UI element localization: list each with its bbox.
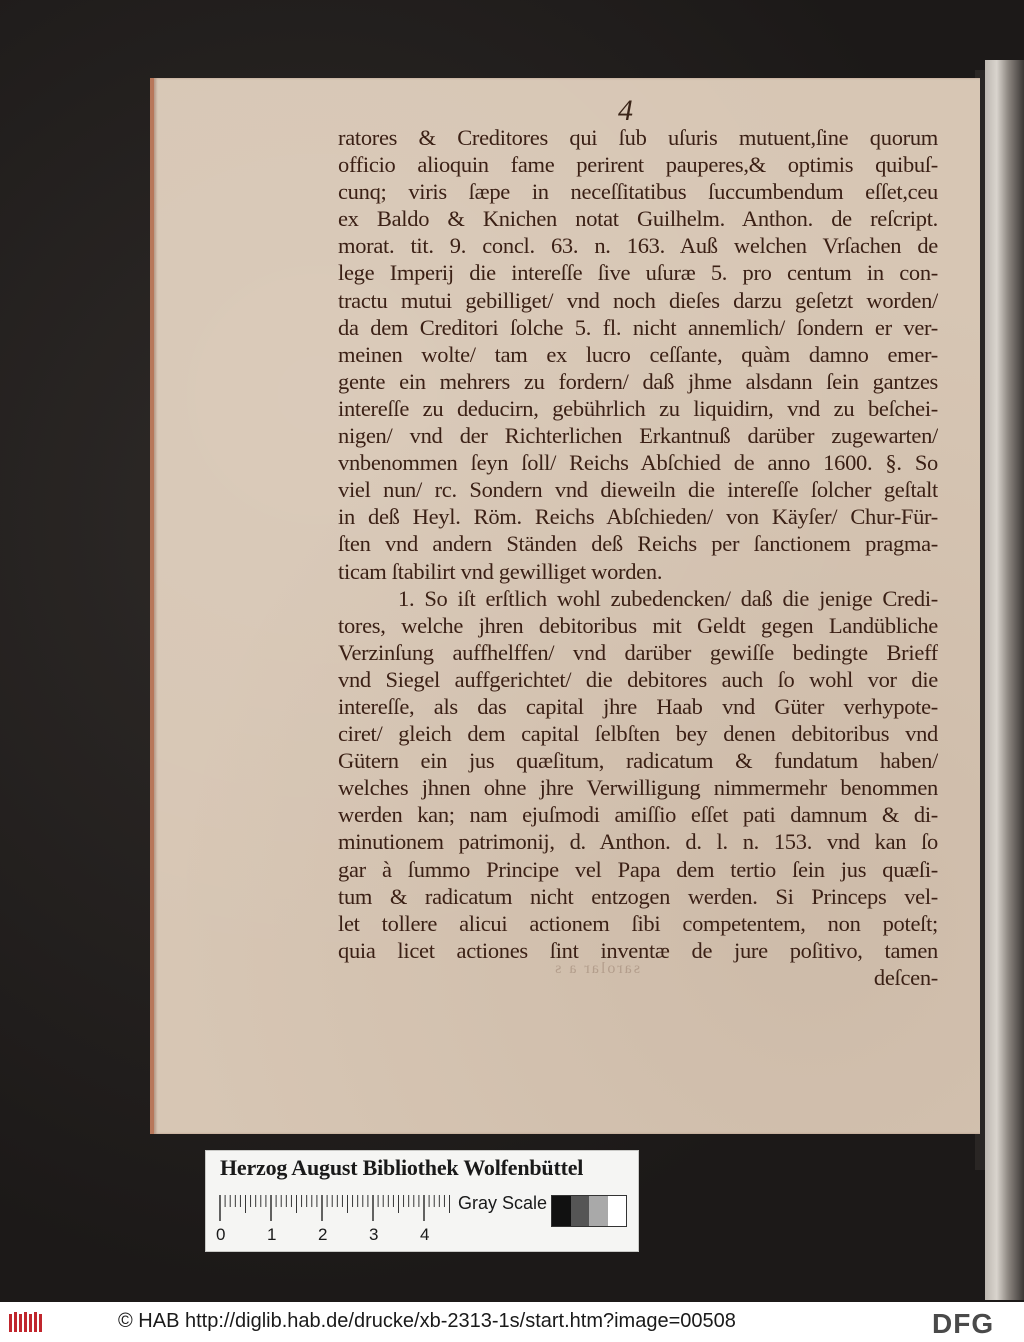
page-text: [338, 124, 938, 991]
source-link[interactable]: © HAB http://diglib.hab.de/drucke/xb-2313-1s/start.htm?image=00508: [118, 1310, 736, 1332]
text-line: ticam ſtabilirt vnd gewilliget worden.: [338, 558, 663, 584]
text-line: tores, welche jhren debitoribus mit Geldt gegen Landübliche: [338, 612, 938, 638]
text-line: deſcen-: [873, 964, 938, 990]
text-line: ex Baldo & Knichen notat Guilhelm. Anthon. de reſcript.: [338, 206, 938, 232]
ruler: [218, 1193, 456, 1223]
text-line: quia licet actiones ſint inventæ de jure poſitivo, tamen: [338, 937, 938, 963]
text-line: intereſſe zu deducirn, gebührlich zu liquidirn, vnd zu beſchei-: [338, 395, 938, 421]
text-line: da dem Creditori ſolche 5. fl. nicht annemlich/ ſondern er ver-: [338, 314, 938, 340]
gray-swatch: [571, 1196, 590, 1226]
text-line: officio alioquin fame perirent pauperes,& optimis quibuſ-: [338, 152, 938, 178]
text-line: 1. So iſt erſtlich wohl zubedencken/ daß die jenige Credi-: [398, 585, 938, 611]
text-line: ratores & Creditores qui ſub uſuris mutuent,ſine quorum: [338, 125, 938, 150]
hab-logo-icon: [8, 1310, 46, 1334]
text-line: Gütern ein jus quæſitum, radicatum & fundatum haben/: [338, 748, 938, 774]
text-line: nigen/ vnd der Richterlichen Erkantnuß darüber zugewarten/: [338, 423, 938, 449]
gray-swatch: [608, 1196, 627, 1226]
bleed-through-text: sarolar a s: [553, 960, 640, 977]
text-line: welches jhnen ohne jhre Verwilligung nimmermehr benommen: [338, 775, 938, 801]
text-line: cunq; viris ſæpe in neceſſitatibus ſuccumbendum eſſet,ceu: [338, 179, 938, 205]
text-line: ciret/ gleich dem capital ſelbſten bey denen debitoribus vnd: [338, 721, 938, 747]
text-line: werden kan; nam ejuſmodi amiſſio eſſet pati damnum & di-: [338, 802, 938, 828]
text-line: vnd Siegel auffgerichtet/ die debitores auch ſo wohl vor die: [338, 666, 938, 692]
text-line: vnbenommen ſeyn ſoll/ Reichs Abſchied de anno 1600. §. So: [338, 450, 938, 476]
ruler-digit: 4: [420, 1225, 430, 1244]
book-page: [150, 78, 980, 1134]
text-line: meinen wolte/ tam ex lucro ceſſante, quàm damno emer-: [338, 341, 938, 367]
dfg-logo: DFG: [932, 1308, 995, 1339]
text-line: tum & radicatum nicht entzogen werden. Si Princeps vel-: [338, 883, 938, 909]
book-right-edge: [985, 60, 1024, 1300]
text-line: let tollere alicui actionem ſibi competentem, non poteſt;: [338, 910, 938, 936]
text-line: intereſſe, als das capital jhre Haab vnd Güter verhypote-: [338, 693, 938, 719]
color-scale-card: [205, 1150, 639, 1252]
gray-scale-label: Gray Scale: [458, 1193, 548, 1213]
text-line: ſten vnd andern Ständen deß Reichs per ſanctionem pragma-: [338, 531, 938, 557]
text-line: minutionem patrimonij, d. Anthon. d. l. n. 153. vnd kan ſo: [338, 829, 938, 855]
text-line: tractu mutui gebilliget/ vnd noch dieſes darzu geſetzt worden/: [338, 287, 938, 313]
text-line: in deß Heyl. Röm. Reichs Abſchieden/ von Käyſer/ Chur-Für-: [338, 504, 938, 530]
text-line: lege Imperij die intereſſe ſive uſuræ 5. pro centum in con-: [338, 260, 938, 286]
text-line: gar à ſummo Principe vel Papa dem tertio ſein jus quæſi-: [338, 856, 938, 882]
page-number: 4: [618, 94, 633, 127]
text-line: viel nun/ rc. Sondern vnd dieweiln die intereſſe ſolcher geſtalt: [338, 477, 938, 503]
gray-scale-swatches: [551, 1195, 627, 1227]
ruler-digit: 0: [216, 1225, 226, 1244]
ruler-digit: 3: [369, 1225, 379, 1244]
library-name: Herzog August Bibliothek Wolfenbüttel: [220, 1155, 584, 1180]
text-line: Verzinſung auffhelffen/ vnd darüber gewiſſe bedingte Brieff: [338, 639, 938, 665]
ruler-digit: 1: [267, 1225, 277, 1244]
text-line: gente ein mehrers zu fordern/ daß jhme alsdann ſein gantzes: [338, 368, 938, 394]
viewer-footer: [0, 1302, 1024, 1342]
gray-swatch: [552, 1196, 571, 1226]
text-line: morat. tit. 9. concl. 63. n. 163. Auß welchen Vrſachen de: [338, 233, 938, 259]
gray-swatch: [589, 1196, 608, 1226]
ruler-digits: [216, 1225, 456, 1247]
ruler-digit: 2: [318, 1225, 328, 1244]
